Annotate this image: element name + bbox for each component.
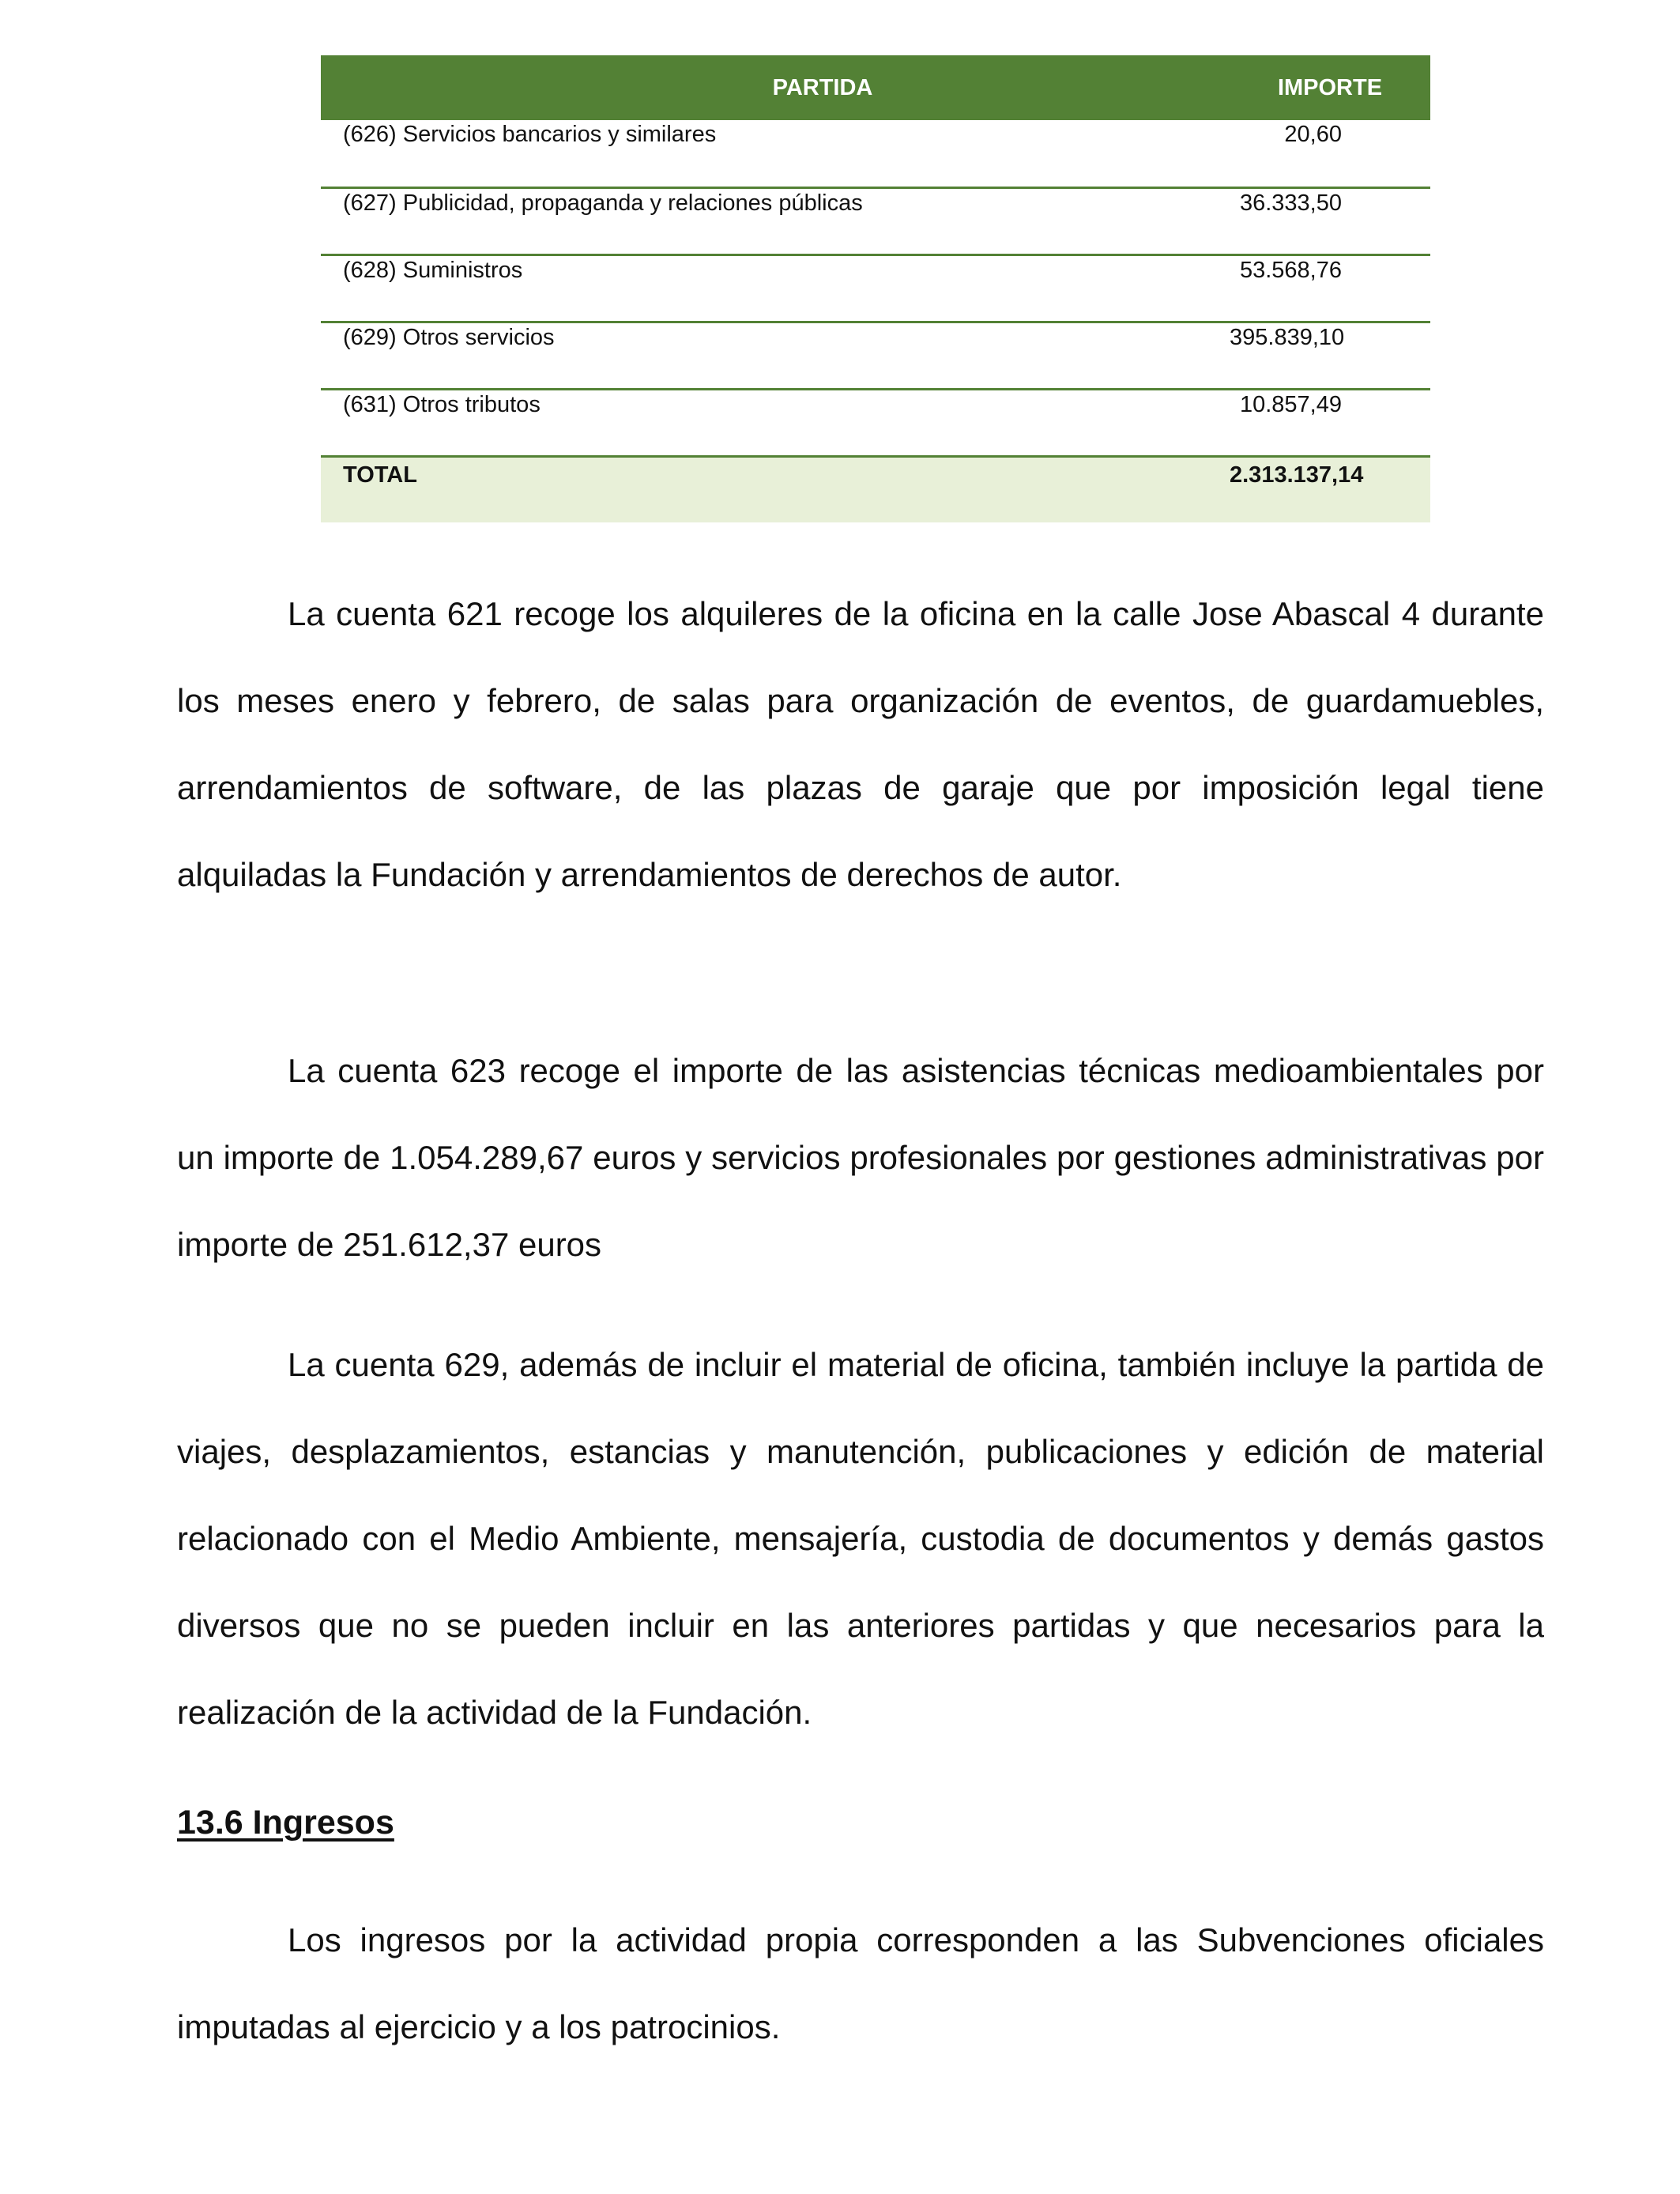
row-partida: (629) Otros servicios bbox=[343, 324, 555, 350]
table-header-row bbox=[321, 55, 1430, 120]
paragraph-ingresos: Los ingresos por la actividad propia corresponden a las Subvenciones oficiales imputadas al ejercicio y a los patrocinios. bbox=[177, 1921, 1544, 2045]
paragraph-cuenta-623: La cuenta 623 recoge el importe de las asistencias técnicas medioambientales por un importe de 1.054.289,67 euros y servicios profesionales por gestiones administrativas por importe de 251.612,37 euros bbox=[177, 1052, 1544, 1263]
paragraph-cuenta-621: La cuenta 621 recoge los alquileres de la oficina en la calle Jose Abascal 4 durante los meses enero y febrero, de salas para organización de eventos, de guardamuebles, arrendamientos de software, de las plazas de garaje que por imposición legal tiene alquiladas la Fundación y arrendamientos de derechos de autor. bbox=[177, 595, 1544, 893]
total-amount: 2.313.137,14 bbox=[1230, 462, 1364, 488]
paragraph-cuenta-629: La cuenta 629, además de incluir el material de oficina, también incluye la partida de viajes, desplazamientos, estancias y manutención, publicaciones y edición de material relacionado con el Medio Ambiente, mensajería, custodia de documentos y demás gastos diversos que no se pueden incluir en las anteriores partidas y que necesarios para la realización de la actividad de la Fundación. bbox=[177, 1346, 1544, 1731]
row-importe: 10.857,49 bbox=[1239, 391, 1342, 417]
row-importe: 53.568,76 bbox=[1239, 257, 1342, 283]
header-partida: PARTIDA bbox=[772, 74, 873, 100]
row-partida: (626) Servicios bancarios y similares bbox=[343, 122, 717, 147]
row-partida: (631) Otros tributos bbox=[343, 391, 541, 417]
row-importe: 20,60 bbox=[1284, 122, 1342, 147]
row-partida: (628) Suministros bbox=[343, 257, 523, 283]
total-label: TOTAL bbox=[343, 462, 417, 488]
section-heading-ingresos: 13.6 Ingresos bbox=[177, 1804, 394, 1842]
row-importe: 36.333,50 bbox=[1239, 190, 1342, 216]
table-total-row bbox=[321, 456, 1430, 522]
table-row bbox=[321, 322, 1430, 389]
table-row bbox=[321, 254, 1430, 322]
row-partida: (627) Publicidad, propaganda y relaciones públicas bbox=[343, 190, 863, 216]
table-row bbox=[321, 187, 1430, 254]
header-importe: IMPORTE bbox=[1277, 74, 1383, 100]
row-importe: 395.839,10 bbox=[1230, 324, 1345, 350]
expenses-table bbox=[321, 55, 1430, 522]
table-row bbox=[321, 389, 1430, 456]
table-row bbox=[321, 120, 1430, 187]
